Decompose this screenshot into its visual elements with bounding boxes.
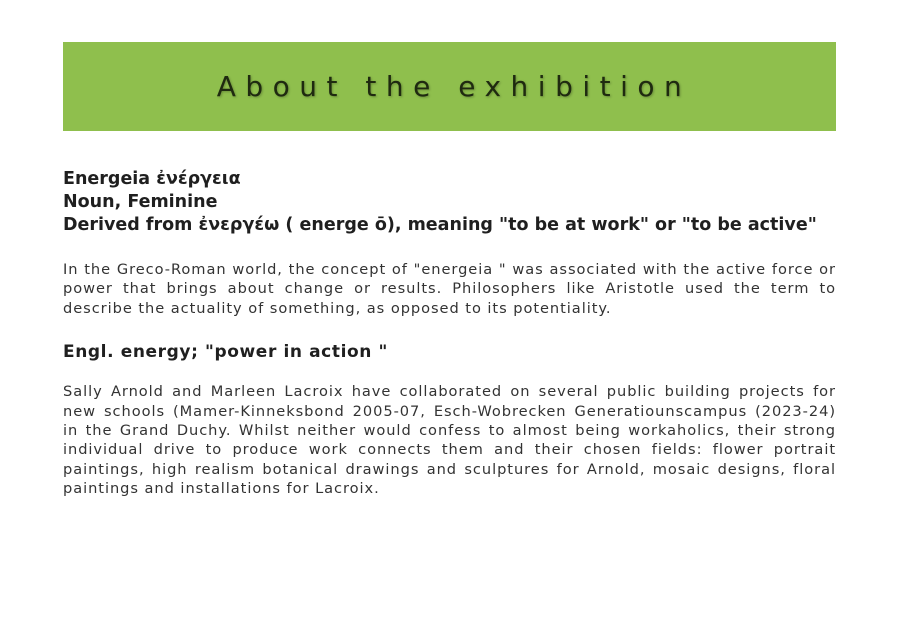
definition-derivation: Derived from ἐνεργέω ( energe ō), meaning "to be at work" or "to be active" bbox=[63, 215, 817, 235]
exhibition-description bbox=[63, 168, 836, 499]
title-banner bbox=[63, 42, 836, 131]
english-definition-heading: Engl. energy; "power in action " bbox=[63, 342, 388, 363]
page-title: About the exhibition bbox=[216, 70, 692, 103]
history-paragraph: In the Greco-Roman world, the concept of "energeia " was associated with the active force or power that brings about change or results. Philosophers like Aristotle used the term to describe the actuality of something, as opposed to its potentiality. bbox=[63, 261, 836, 317]
artists-paragraph: Sally Arnold and Marleen Lacroix have collaborated on several public building projects for new schools (Mamer-Kinneksbond 2005-07, Esch-Wobrecken Generatiounscampus (2023-24) in the Grand Duchy. Whilst neither would confess to almost being workaholics, their strong individual drive to produce work connects them and their chosen fields: flower portrait paintings, high realism botanical drawings and sculptures for Arnold, mosaic designs, floral paintings and installations for Lacroix. bbox=[63, 383, 836, 498]
definition-term: Energeia ἐνέργεια bbox=[63, 169, 241, 189]
definition-block bbox=[63, 168, 836, 237]
definition-grammar: Noun, Feminine bbox=[63, 192, 218, 212]
